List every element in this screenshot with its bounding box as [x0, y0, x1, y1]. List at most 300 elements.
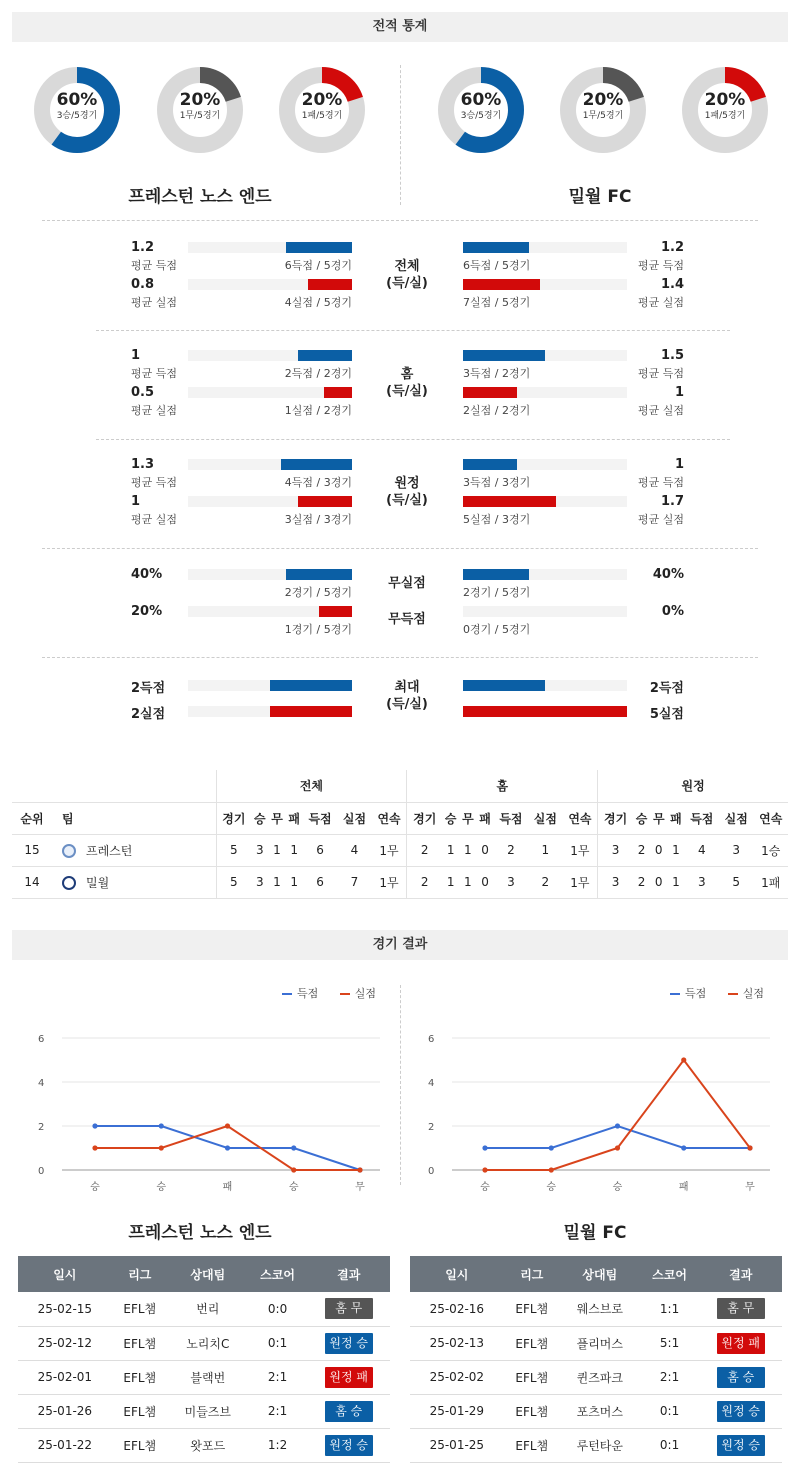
results-opp: 왓포드	[168, 1428, 248, 1462]
right-clean-caption: 2경기 / 5경기	[463, 586, 531, 599]
results-score: 2:1	[640, 1360, 700, 1394]
result-badge: 홈 무	[717, 1298, 765, 1319]
left-max-conceded: 2실점	[131, 707, 166, 722]
standings-cell: 1	[528, 834, 562, 866]
y-tick-label: 0	[428, 1166, 435, 1177]
results-date: 25-01-26	[18, 1394, 112, 1428]
standings-cell: 0	[650, 866, 667, 898]
donut-caption: 1무/5경기	[582, 111, 624, 121]
results-opp: 웨스브로	[560, 1292, 640, 1326]
results-opp: 노리치C	[168, 1326, 248, 1360]
result-badge: 원정 패	[325, 1367, 373, 1388]
standings-cell: 1	[268, 834, 285, 866]
standings-cell: 3	[251, 866, 268, 898]
right-scored-caption: 6득점 / 5경기	[463, 259, 531, 272]
results-col-header: 결과	[699, 1256, 782, 1292]
standings-col-header: 연속	[753, 802, 788, 834]
results-header-row	[410, 1256, 782, 1292]
standings-col-header: 연속	[372, 802, 407, 834]
standings-rank: 15	[12, 834, 52, 866]
standings-col-team: 팀	[52, 802, 216, 834]
standings-col-header: 패	[667, 802, 684, 834]
donut-right-1	[558, 65, 648, 155]
results-date: 25-02-13	[410, 1326, 504, 1360]
right-avg-conceded-label: 평균 실점	[637, 296, 684, 309]
results-col-header: 일시	[18, 1256, 112, 1292]
results-row	[18, 1428, 390, 1462]
results-row	[18, 1360, 390, 1394]
legend-conceded-label: 실점	[354, 987, 377, 1000]
standings-cell: 5	[216, 834, 251, 866]
standings-row	[12, 834, 788, 866]
results-league: EFL챔	[504, 1428, 560, 1462]
standings-cell: 3	[685, 866, 719, 898]
right-scored-caption: 3득점 / 2경기	[463, 367, 531, 380]
standings-cell: 1무	[563, 834, 598, 866]
left-avg-conceded: 0.8	[131, 277, 155, 292]
right-scored-bar	[463, 242, 529, 253]
right-avg-conceded-label: 평균 실점	[637, 513, 684, 526]
right-conceded-bar	[463, 279, 540, 290]
team-crest-icon	[62, 876, 76, 890]
standings-table	[12, 770, 788, 899]
left-conceded-caption: 3실점 / 3경기	[284, 513, 352, 526]
y-tick-label: 6	[428, 1034, 435, 1045]
donut-right-0	[436, 65, 526, 155]
x-tick-label: 승	[546, 1182, 557, 1193]
data-point-scored	[615, 1123, 620, 1128]
center-label-max	[372, 679, 442, 713]
standings-cell: 6	[303, 834, 337, 866]
standings-cell: 3	[719, 834, 753, 866]
standings-col-header: 패	[476, 802, 493, 834]
results-league: EFL챔	[504, 1360, 560, 1394]
divider	[42, 657, 758, 658]
divider	[42, 220, 758, 221]
left-max-conceded-bar-track	[188, 706, 352, 717]
standings-cell: 4	[337, 834, 371, 866]
left-avg-scored-label: 평균 득점	[131, 367, 178, 380]
results-league: EFL챔	[112, 1292, 168, 1326]
team-name-left: 프레스턴 노스 엔드	[128, 187, 272, 207]
x-tick-label: 패	[678, 1182, 689, 1193]
standings-cell: 1	[442, 866, 459, 898]
data-point-scored	[159, 1123, 164, 1128]
results-row	[410, 1428, 782, 1462]
result-badge: 홈 승	[717, 1367, 765, 1388]
right-conceded-bar	[463, 387, 517, 398]
standings-col-header: 패	[286, 802, 303, 834]
results-date: 25-02-02	[410, 1360, 504, 1394]
standings-cell: 6	[303, 866, 337, 898]
center-label-home-line: 홈	[400, 367, 414, 382]
left-scored-bar	[298, 350, 352, 361]
results-col-header: 스코어	[640, 1256, 700, 1292]
donut-percent: 60%	[460, 90, 502, 110]
result-badge: 원정 승	[325, 1435, 373, 1456]
data-point-scored	[92, 1123, 97, 1128]
right-scored-bar	[463, 350, 545, 361]
left-scored-bar-track	[188, 459, 352, 470]
right-clean-sheet-pct: 40%	[652, 567, 684, 582]
left-avg-conceded-label: 평균 실점	[131, 296, 178, 309]
data-point-conceded	[681, 1057, 686, 1062]
standings-cell: 1	[286, 834, 303, 866]
right-max-scored: 2득점	[649, 681, 684, 696]
data-point-conceded	[159, 1145, 164, 1150]
left-conceded-bar-track	[188, 496, 352, 507]
data-point-conceded	[225, 1123, 230, 1128]
x-tick-label: 승	[90, 1182, 100, 1193]
center-label-overall-line: 전체	[394, 259, 420, 274]
standings-cell: 1	[442, 834, 459, 866]
results-col-header: 상대팀	[168, 1256, 248, 1292]
donut-label	[436, 89, 526, 122]
results-score: 0:1	[248, 1326, 308, 1360]
results-col-header: 리그	[504, 1256, 560, 1292]
donut-right-2	[680, 65, 770, 155]
results-league: EFL챔	[112, 1394, 168, 1428]
standings-cell: 1패	[753, 866, 788, 898]
standings-col-rank: 순위	[12, 802, 52, 834]
left-max-scored-bar	[270, 680, 352, 691]
legend-scored-label: 득점	[685, 987, 707, 1000]
results-league: EFL챔	[112, 1360, 168, 1394]
results-team-name-right: 밀월 FC	[563, 1223, 627, 1243]
standings-col-header: 실점	[528, 802, 562, 834]
standings-group-home: 홈	[407, 770, 598, 802]
standings-rank: 14	[12, 866, 52, 898]
donut-percent: 20%	[704, 90, 746, 110]
results-score: 2:1	[248, 1360, 308, 1394]
standings-col-header: 무	[459, 802, 476, 834]
center-label-overall	[372, 258, 442, 292]
standings-cell: 2	[528, 866, 562, 898]
results-outcome	[699, 1394, 782, 1428]
results-outcome	[699, 1428, 782, 1462]
results-outcome	[307, 1360, 390, 1394]
left-no-goal-pct: 20%	[131, 604, 163, 619]
right-conceded-caption: 2실점 / 2경기	[463, 404, 531, 417]
center-label-overall-line: (득/실)	[386, 276, 428, 291]
results-opp: 미들즈브	[168, 1394, 248, 1428]
results-score: 0:1	[640, 1428, 700, 1462]
left-conceded-bar	[324, 387, 352, 398]
right-conceded-bar	[463, 496, 556, 507]
right-avg-conceded-label: 평균 실점	[637, 404, 684, 417]
right-conceded-caption: 7실점 / 5경기	[463, 296, 531, 309]
data-point-conceded	[357, 1167, 362, 1172]
x-tick-label: 승	[288, 1182, 299, 1193]
record-stats-header: 전적 통계	[12, 12, 788, 42]
standings-cell: 7	[337, 866, 371, 898]
standings-team	[52, 866, 216, 898]
standings-cell: 1	[459, 866, 476, 898]
left-avg-conceded-label: 평균 실점	[131, 513, 178, 526]
results-outcome	[307, 1326, 390, 1360]
standings-cell: 2	[407, 866, 442, 898]
standings-cell: 3	[598, 834, 633, 866]
standings-col-header: 연속	[563, 802, 598, 834]
results-row	[18, 1292, 390, 1326]
results-opp: 블랙번	[168, 1360, 248, 1394]
data-point-conceded	[615, 1145, 620, 1150]
right-nogoal-caption: 0경기 / 5경기	[463, 623, 531, 636]
results-league: EFL챔	[504, 1394, 560, 1428]
results-score: 0:0	[248, 1292, 308, 1326]
center-label-nogoal-line: 무득점	[388, 612, 426, 627]
left-nogoal-bar-track	[188, 606, 352, 617]
x-tick-label: 패	[222, 1182, 233, 1193]
result-badge: 원정 패	[717, 1333, 765, 1354]
team-name-right: 밀월 FC	[568, 187, 632, 207]
results-row	[18, 1326, 390, 1360]
center-label-home	[372, 366, 442, 400]
data-point-conceded	[92, 1145, 97, 1150]
standings-col-header: 승	[633, 802, 650, 834]
results-score: 5:1	[640, 1326, 700, 1360]
results-opp: 루턴타운	[560, 1428, 640, 1462]
results-opp: 포츠머스	[560, 1394, 640, 1428]
standings-group-total: 전체	[216, 770, 407, 802]
left-scored-caption: 2득점 / 2경기	[284, 367, 352, 380]
results-score: 1:2	[248, 1428, 308, 1462]
standings-cell: 2	[494, 834, 528, 866]
results-row	[410, 1394, 782, 1428]
center-label-max-line: (득/실)	[386, 697, 428, 712]
results-col-header: 일시	[410, 1256, 504, 1292]
line-chart-left	[20, 1020, 390, 1195]
center-label-home-line: (득/실)	[386, 384, 428, 399]
y-tick-label: 0	[38, 1166, 45, 1177]
center-label-away-line: 원정	[394, 476, 420, 491]
right-avg-conceded: 1.4	[660, 277, 684, 292]
team-crest-icon	[62, 844, 76, 858]
standings-col-header: 승	[251, 802, 268, 834]
chart-divider	[400, 985, 401, 1185]
donut-caption: 3승/5경기	[460, 111, 502, 121]
left-avg-conceded: 0.5	[131, 385, 155, 400]
standings-cell: 5	[216, 866, 251, 898]
donut-label	[680, 89, 770, 122]
data-point-conceded	[291, 1167, 296, 1172]
right-max-conceded: 5실점	[649, 707, 684, 722]
x-tick-label: 무	[355, 1182, 365, 1193]
results-opp: 퀸즈파크	[560, 1360, 640, 1394]
center-label-clean	[372, 575, 442, 592]
standings-cell: 1무	[372, 834, 407, 866]
standings-cell: 2	[633, 834, 650, 866]
left-conceded-bar-track	[188, 387, 352, 398]
results-date: 25-01-29	[410, 1394, 504, 1428]
data-point-conceded	[482, 1167, 487, 1172]
right-avg-scored-label: 평균 득점	[637, 259, 684, 272]
standings-col-header: 실점	[337, 802, 371, 834]
left-max-conceded-bar	[270, 706, 352, 717]
y-tick-label: 4	[38, 1078, 45, 1089]
standings-cell: 3	[494, 866, 528, 898]
donut-left-0	[32, 65, 122, 155]
left-conceded-bar-track	[188, 279, 352, 290]
y-tick-label: 2	[428, 1122, 435, 1133]
results-header-row	[18, 1256, 390, 1292]
right-avg-conceded: 1.7	[660, 494, 684, 509]
left-nogoal-caption: 1경기 / 5경기	[284, 623, 352, 636]
donut-percent: 20%	[301, 90, 343, 110]
x-tick-label: 승	[156, 1182, 167, 1193]
left-scored-bar	[281, 459, 352, 470]
legend-conceded-label: 실점	[742, 987, 765, 1000]
y-tick-label: 6	[38, 1034, 45, 1045]
results-date: 25-02-01	[18, 1360, 112, 1394]
results-league: EFL챔	[504, 1292, 560, 1326]
standings-cell: 1	[667, 834, 684, 866]
results-col-header: 상대팀	[560, 1256, 640, 1292]
right-scored-bar	[463, 459, 517, 470]
left-max-scored: 2득점	[131, 681, 166, 696]
left-conceded-caption: 1실점 / 2경기	[284, 404, 352, 417]
standings-col-header: 경기	[598, 802, 633, 834]
y-tick-label: 4	[428, 1078, 435, 1089]
left-avg-conceded: 1	[131, 494, 141, 509]
standings-cell: 3	[598, 866, 633, 898]
donut-caption: 1무/5경기	[179, 111, 221, 121]
left-clean-bar	[286, 569, 352, 580]
results-date: 25-02-12	[18, 1326, 112, 1360]
standings-col-header: 득점	[494, 802, 528, 834]
left-scored-bar	[286, 242, 352, 253]
right-no-goal-pct: 0%	[661, 604, 684, 619]
data-point-scored	[291, 1145, 296, 1150]
standings-col-header: 경기	[407, 802, 442, 834]
donut-percent: 20%	[582, 90, 624, 110]
y-tick-label: 2	[38, 1122, 45, 1133]
standings-cell: 3	[251, 834, 268, 866]
standings-cell: 0	[476, 866, 493, 898]
results-date: 25-02-15	[18, 1292, 112, 1326]
left-max-scored-bar-track	[188, 680, 352, 691]
standings-row	[12, 866, 788, 898]
center-label-nogoal	[372, 611, 442, 628]
data-point-conceded	[747, 1145, 752, 1150]
standings-cell: 1	[286, 866, 303, 898]
legend-scored-label: 득점	[297, 987, 319, 1000]
result-badge: 원정 승	[325, 1333, 373, 1354]
center-label-away	[372, 475, 442, 509]
results-table-right	[410, 1256, 782, 1463]
standings-cell: 2	[407, 834, 442, 866]
left-conceded-bar	[308, 279, 352, 290]
standings-cell: 5	[719, 866, 753, 898]
x-tick-label: 승	[612, 1182, 623, 1193]
results-opp: 플리머스	[560, 1326, 640, 1360]
results-outcome	[307, 1428, 390, 1462]
left-avg-scored: 1.2	[131, 240, 155, 255]
right-avg-scored: 1	[674, 457, 684, 472]
donut-caption: 1패/5경기	[301, 111, 343, 121]
results-date: 25-02-16	[410, 1292, 504, 1326]
left-clean-caption: 2경기 / 5경기	[284, 586, 352, 599]
legend-swatch-conceded	[340, 993, 350, 995]
results-table-left	[18, 1256, 390, 1463]
right-avg-scored-label: 평균 득점	[637, 476, 684, 489]
data-point-conceded	[549, 1167, 554, 1172]
results-score: 1:1	[640, 1292, 700, 1326]
results-col-header: 결과	[307, 1256, 390, 1292]
standings-cell: 1	[459, 834, 476, 866]
results-row	[18, 1394, 390, 1428]
right-max-scored-bar	[463, 680, 545, 691]
donut-label	[277, 89, 367, 122]
standings-cell: 1무	[563, 866, 598, 898]
left-nogoal-bar	[319, 606, 352, 617]
left-clean-bar-track	[188, 569, 352, 580]
results-col-header: 리그	[112, 1256, 168, 1292]
right-avg-conceded: 1	[674, 385, 684, 400]
center-label-away-line: (득/실)	[386, 493, 428, 508]
standings-col-header: 득점	[303, 802, 337, 834]
standings-cell: 4	[685, 834, 719, 866]
donut-label	[155, 89, 245, 122]
series-line-conceded	[485, 1060, 750, 1170]
right-avg-scored: 1.5	[660, 348, 684, 363]
donut-divider	[400, 65, 401, 205]
right-avg-scored: 1.2	[660, 240, 684, 255]
match-results-header: 경기 결과	[12, 930, 788, 960]
standings-col-header: 경기	[216, 802, 251, 834]
divider	[96, 439, 730, 440]
results-date: 25-01-22	[18, 1428, 112, 1462]
results-outcome	[699, 1292, 782, 1326]
center-label-max-line: 최대	[394, 680, 420, 695]
results-outcome	[307, 1292, 390, 1326]
left-conceded-caption: 4실점 / 5경기	[284, 296, 352, 309]
standings-cell: 1무	[372, 866, 407, 898]
data-point-scored	[482, 1145, 487, 1150]
data-point-scored	[225, 1145, 230, 1150]
legend-left	[282, 985, 376, 1001]
donut-percent: 20%	[179, 90, 221, 110]
donut-left-2	[277, 65, 367, 155]
results-col-header: 스코어	[248, 1256, 308, 1292]
results-league: EFL챔	[112, 1326, 168, 1360]
x-tick-label: 무	[745, 1182, 755, 1193]
x-tick-label: 승	[480, 1182, 490, 1193]
divider	[96, 330, 730, 331]
standings-team-name: 프레스턴	[86, 843, 133, 858]
donut-caption: 1패/5경기	[704, 111, 746, 121]
left-avg-scored: 1.3	[131, 457, 155, 472]
right-scored-caption: 3득점 / 3경기	[463, 476, 531, 489]
standings-cell: 1	[667, 866, 684, 898]
results-outcome	[699, 1360, 782, 1394]
standings-cell: 2	[633, 866, 650, 898]
results-league: EFL챔	[112, 1428, 168, 1462]
donut-label	[558, 89, 648, 122]
donut-caption: 3승/5경기	[56, 111, 98, 121]
results-opp: 번리	[168, 1292, 248, 1326]
result-badge: 홈 승	[325, 1401, 373, 1422]
left-scored-caption: 6득점 / 5경기	[284, 259, 352, 272]
standings-cell: 0	[476, 834, 493, 866]
left-scored-bar-track	[188, 350, 352, 361]
standings-col-header: 무	[650, 802, 667, 834]
results-row	[410, 1292, 782, 1326]
left-avg-scored: 1	[131, 348, 141, 363]
results-team-name-left: 프레스턴 노스 엔드	[128, 1223, 272, 1243]
results-outcome	[699, 1326, 782, 1360]
right-conceded-caption: 5실점 / 3경기	[463, 513, 531, 526]
